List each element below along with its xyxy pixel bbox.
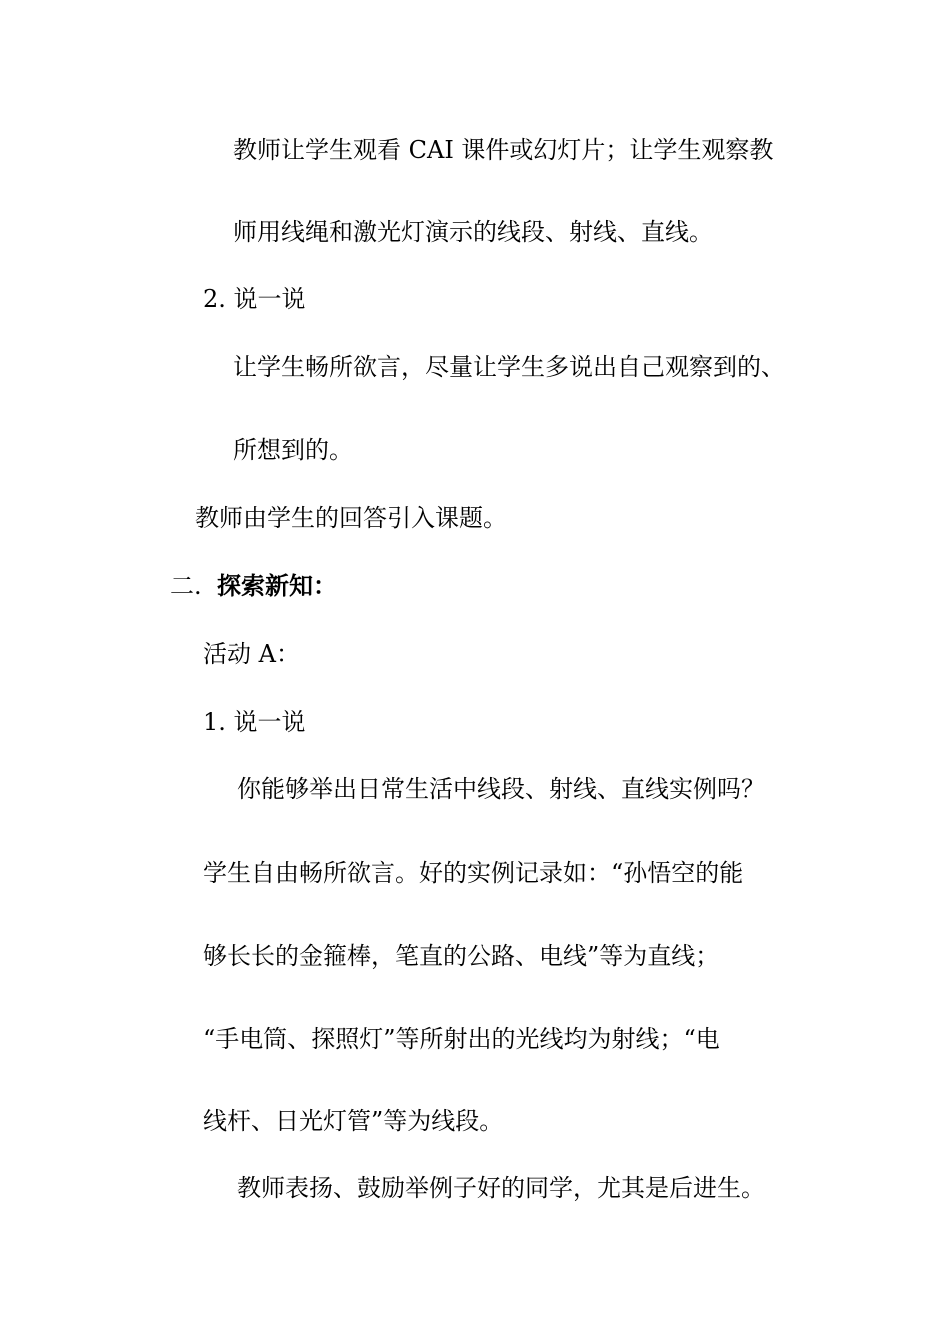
paragraph-line: 学生自由畅所欲言。好的实例记录如：“孙悟空的能 [203, 859, 744, 887]
paragraph-line: 你能够举出日常生活中线段、射线、直线实例吗？ [237, 775, 765, 803]
list-item-heading: 1. 说一说 [203, 708, 306, 736]
paragraph-line: 线杆、日光灯管”等为线段。 [203, 1107, 504, 1135]
paragraph-line: “手电筒、探照灯”等所射出的光线均为射线；“电 [203, 1025, 720, 1053]
paragraph-line: 教师由学生的回答引入课题。 [195, 504, 507, 532]
paragraph-line: 师用线绳和激光灯演示的线段、射线、直线。 [233, 218, 713, 246]
section-number: 二. [170, 572, 202, 600]
paragraph-line: 所想到的。 [233, 436, 353, 464]
paragraph-line: 够长长的金箍棒，笔直的公路、电线”等为直线； [203, 942, 720, 970]
section-heading: 探索新知： [217, 571, 337, 600]
paragraph-line: 让学生畅所欲言，尽量让学生多说出自己观察到的、 [233, 353, 785, 381]
list-item-heading: 2. 说一说 [203, 285, 306, 313]
activity-heading: 活动 A： [203, 640, 300, 668]
paragraph-line: 教师表扬、鼓励举例子好的同学，尤其是后进生。 [237, 1174, 765, 1202]
paragraph-line: 教师让学生观看 CAI 课件或幻灯片；让学生观察教 [233, 136, 774, 164]
